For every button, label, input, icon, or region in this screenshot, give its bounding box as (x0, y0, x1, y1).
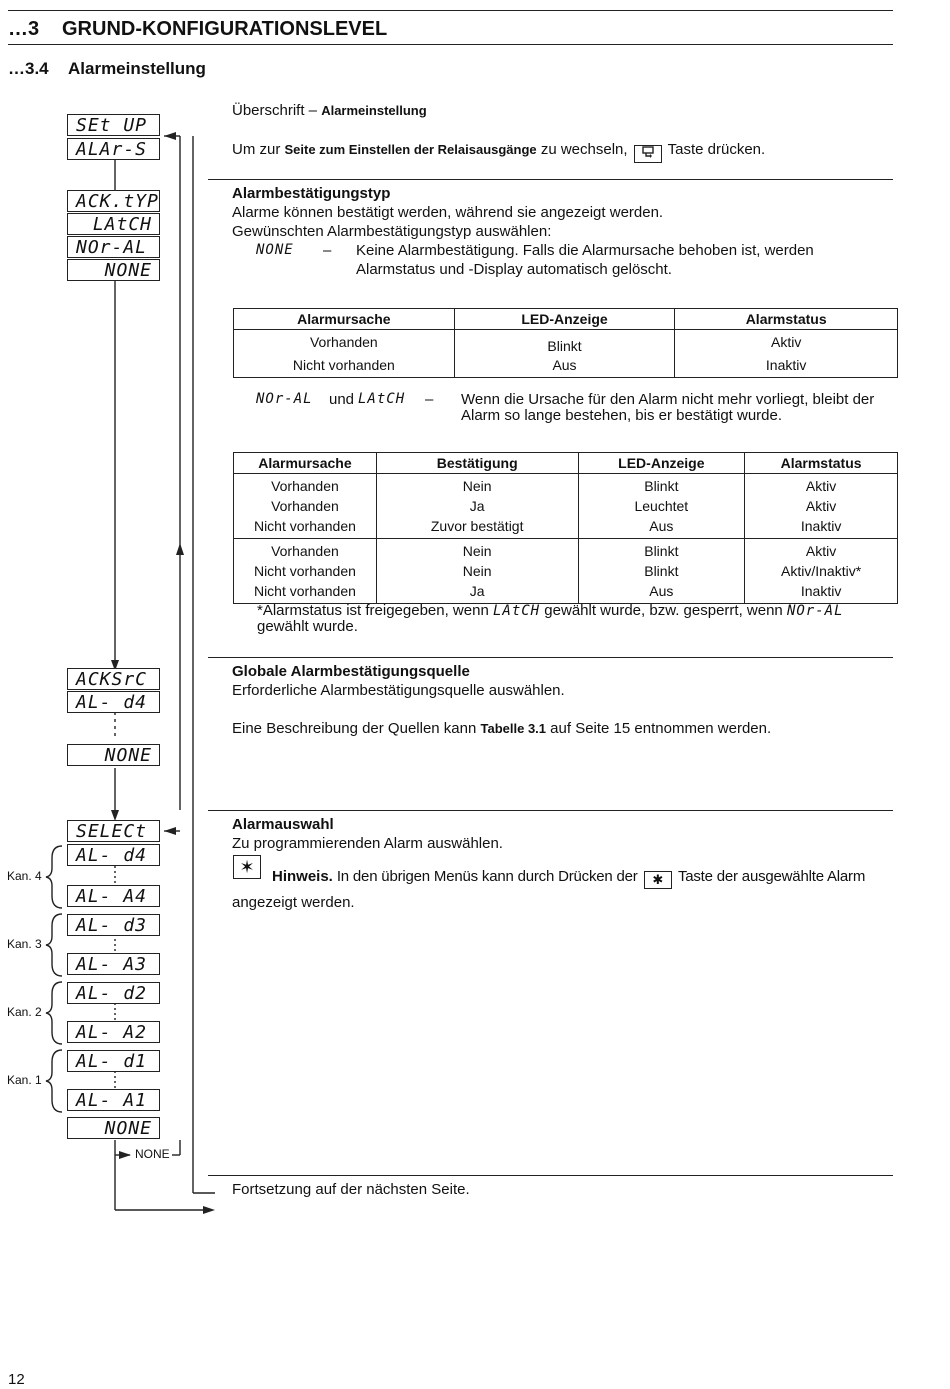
none-exit-label: NONE (135, 1147, 170, 1161)
channel-label-4: Kan. 4 (7, 869, 42, 883)
global-source-line1: Erforderliche Alarmbestätigungsquelle auswählen. (232, 682, 565, 699)
t2-g1-r2-ack: Ja (469, 498, 485, 514)
global-source-suffix: auf Seite 15 entnommen werden. (546, 720, 772, 737)
t1-cause-2: Nicht vorhanden (292, 357, 395, 373)
footnote-latch-code: LAtCH (492, 603, 541, 619)
intro-heading-line (232, 101, 427, 120)
footnote-nor-code: NOr-AL (786, 603, 844, 619)
alarm-select-note-line2: angezeigt werden. (232, 894, 355, 911)
ack-type-none-code: NONE (256, 242, 294, 258)
footnote-line2: gewählt wurde. (257, 618, 358, 635)
lcd-ack-source-value: AL- d4 (67, 691, 160, 713)
ack-type-line1: Alarme können bestätigt werden, während sie angezeigt werden. (232, 204, 664, 221)
nor-latch-und: und (329, 391, 355, 408)
lcd-setup: SEt UP (67, 114, 160, 136)
lcd-alarm-d3: AL- d3 (67, 914, 160, 936)
t2-g2-r3-led: Aus (649, 583, 674, 599)
lcd-alarm-a2: AL- A2 (67, 1021, 160, 1043)
ack-type-none-desc2: Alarmstatus und -Display automatisch gelöscht. (356, 261, 672, 278)
t2-g2-r2-ack: Nein (462, 563, 492, 579)
t1-cell (675, 330, 898, 378)
lcd-latch: LAtCH (67, 213, 160, 235)
intro-switch-prefix: Um zur (232, 141, 285, 158)
t1-status-2: Inaktiv (765, 357, 807, 373)
t2-g1-r2-status: Aktiv (805, 498, 837, 514)
latch-code: LAtCH (358, 391, 406, 407)
t1-led-2: Aus (552, 357, 577, 373)
t1-led-1: Blinkt (547, 338, 582, 354)
t2-g1-r2-led: Leuchtet (634, 498, 689, 514)
subsection-title: Alarmeinstellung (68, 59, 206, 78)
lcd-alarm-a3: AL- A3 (67, 953, 160, 975)
global-source-title: Globale Alarmbestätigungsquelle (232, 663, 470, 680)
lcd-alarm-d1: AL- d1 (67, 1050, 160, 1072)
lcd-alarm-a4: AL- A4 (67, 885, 160, 907)
lcd-select: SELECt (67, 820, 160, 842)
t2-header-cause: Alarmursache (234, 453, 377, 474)
t2-cell (234, 539, 377, 604)
channel-label-2: Kan. 2 (7, 1005, 42, 1019)
rule-continuation (208, 1175, 893, 1176)
ack-type-line2: Gewünschten Alarmbestätigungstyp auswählen: (232, 223, 552, 240)
t2-cell (376, 539, 578, 604)
global-source-line2 (232, 719, 771, 738)
nor-latch-desc1: Wenn die Ursache für den Alarm nicht mehr vorliegt, bleibt der (461, 391, 875, 408)
intro-heading-bold: Alarmeinstellung (321, 103, 427, 118)
intro-switch-line (232, 140, 765, 163)
t2-g2-r1-cause: Vorhanden (271, 543, 339, 559)
t2-cell (745, 539, 898, 604)
t2-header-status: Alarmstatus (745, 453, 898, 474)
footnote-prefix: *Alarmstatus ist freigegeben, wenn (257, 602, 489, 619)
note-suffix: Taste der ausgewählte Alarm (677, 868, 866, 885)
note-label: Hinweis. (272, 868, 333, 885)
t2-g2-r2-cause: Nicht vorhanden (253, 563, 356, 579)
ack-type-none-desc1: Keine Alarmbestätigung. Falls die Alarmursache behoben ist, werden (356, 242, 814, 259)
lcd-none-ack-type: NONE (67, 259, 160, 281)
lcd-alarm-page: ALAr-S (67, 138, 160, 160)
t2-cell (745, 474, 898, 539)
t2-g2-r3-ack: Ja (469, 583, 485, 599)
channel-label-3: Kan. 3 (7, 937, 42, 951)
lcd-none-ack-source: NONE (67, 744, 160, 766)
t2-g2-r3-cause: Nicht vorhanden (253, 583, 356, 599)
alarm-select-line1: Zu programmierenden Alarm auswählen. (232, 835, 503, 852)
lcd-none-select: NONE (67, 1117, 160, 1139)
t2-g2-r2-led: Blinkt (644, 563, 679, 579)
note-star-icon: ✶ (233, 855, 261, 879)
t2-g2-r2-status: Aktiv/Inaktiv* (781, 563, 862, 579)
star-key-icon: ✱ (644, 871, 672, 889)
t2-cell (376, 474, 578, 539)
intro-switch-suffix: Taste drücken. (667, 141, 766, 158)
alarm-select-note (272, 867, 865, 889)
t2-g1-r1-ack: Nein (462, 478, 492, 494)
t2-g1-r2-cause: Vorhanden (271, 498, 339, 514)
ack-type-title: Alarmbestätigungstyp (232, 185, 391, 202)
ack-type-dash: – (323, 242, 332, 259)
t2-g1-r3-led: Aus (649, 518, 674, 534)
nor-latch-desc2: Alarm so lange bestehen, bis er bestätigt wurde. (461, 407, 783, 424)
t2-g2-r1-ack: Nein (462, 543, 492, 559)
table-ack-none (233, 308, 898, 378)
lcd-ack-source: ACKSrC (67, 668, 160, 690)
nor-al-code: NOr-AL (256, 391, 313, 407)
subsection-number: …3.4 (8, 59, 49, 78)
t1-header-cause: Alarmursache (234, 309, 455, 330)
channel-label-1: Kan. 1 (7, 1073, 42, 1087)
global-source-prefix: Eine Beschreibung der Quellen kann (232, 720, 481, 737)
t2-cell (234, 474, 377, 539)
t2-header-led: LED-Anzeige (578, 453, 745, 474)
lcd-normal: NOr-AL (67, 236, 160, 258)
t2-g1-r3-status: Inaktiv (800, 518, 842, 534)
t2-g1-r1-status: Aktiv (805, 478, 837, 494)
rule-alarm-select (208, 810, 893, 811)
section-title: GRUND-KONFIGURATIONSLEVEL (62, 18, 388, 40)
alarm-select-title: Alarmauswahl (232, 816, 334, 833)
t2-g2-r1-led: Blinkt (644, 543, 679, 559)
continuation-text: Fortsetzung auf der nächsten Seite. (232, 1181, 470, 1198)
t2-g2-r3-status: Inaktiv (800, 583, 842, 599)
t2-header-ack: Bestätigung (376, 453, 578, 474)
intro-switch-bold: Seite zum Einstellen der Relaisausgänge (284, 142, 537, 157)
intro-heading-prefix: Überschrift – (232, 102, 322, 119)
nor-latch-dash: – (425, 391, 434, 408)
rule-ack-type (208, 179, 893, 180)
t1-header-led: LED-Anzeige (454, 309, 675, 330)
page-number: 12 (8, 1371, 25, 1388)
t1-header-status: Alarmstatus (675, 309, 898, 330)
t1-cell (234, 330, 455, 378)
table-ack-latch (233, 452, 898, 604)
t2-g1-r3-cause: Nicht vorhanden (253, 518, 356, 534)
intro-switch-mid: zu wechseln, (536, 141, 628, 158)
rule-global-source (208, 657, 893, 658)
t2-cell (578, 539, 745, 604)
note-text: In den übrigen Menüs kann durch Drücken der (332, 868, 638, 885)
lcd-alarm-d2: AL- d2 (67, 982, 160, 1004)
global-source-table-ref: Tabelle 3.1 (480, 721, 547, 736)
relay-key-icon (634, 145, 662, 163)
t1-cell (454, 330, 675, 378)
lcd-alarm-d4: AL- d4 (67, 844, 160, 866)
t2-g1-r1-cause: Vorhanden (271, 478, 339, 494)
t1-cause-1: Vorhanden (309, 334, 378, 350)
t2-g1-r1-led: Blinkt (644, 478, 679, 494)
t2-g2-r1-status: Aktiv (805, 543, 837, 559)
footnote-mid: gewählt wurde, bzw. gesperrt, wenn (544, 602, 783, 619)
t2-g1-r3-ack: Zuvor bestätigt (430, 518, 524, 534)
t2-cell (578, 474, 745, 539)
lcd-ack-type: ACK.tYP (67, 190, 160, 212)
lcd-alarm-a1: AL- A1 (67, 1089, 160, 1111)
section-number: …3 (8, 18, 40, 40)
t1-status-1: Aktiv (770, 334, 802, 350)
